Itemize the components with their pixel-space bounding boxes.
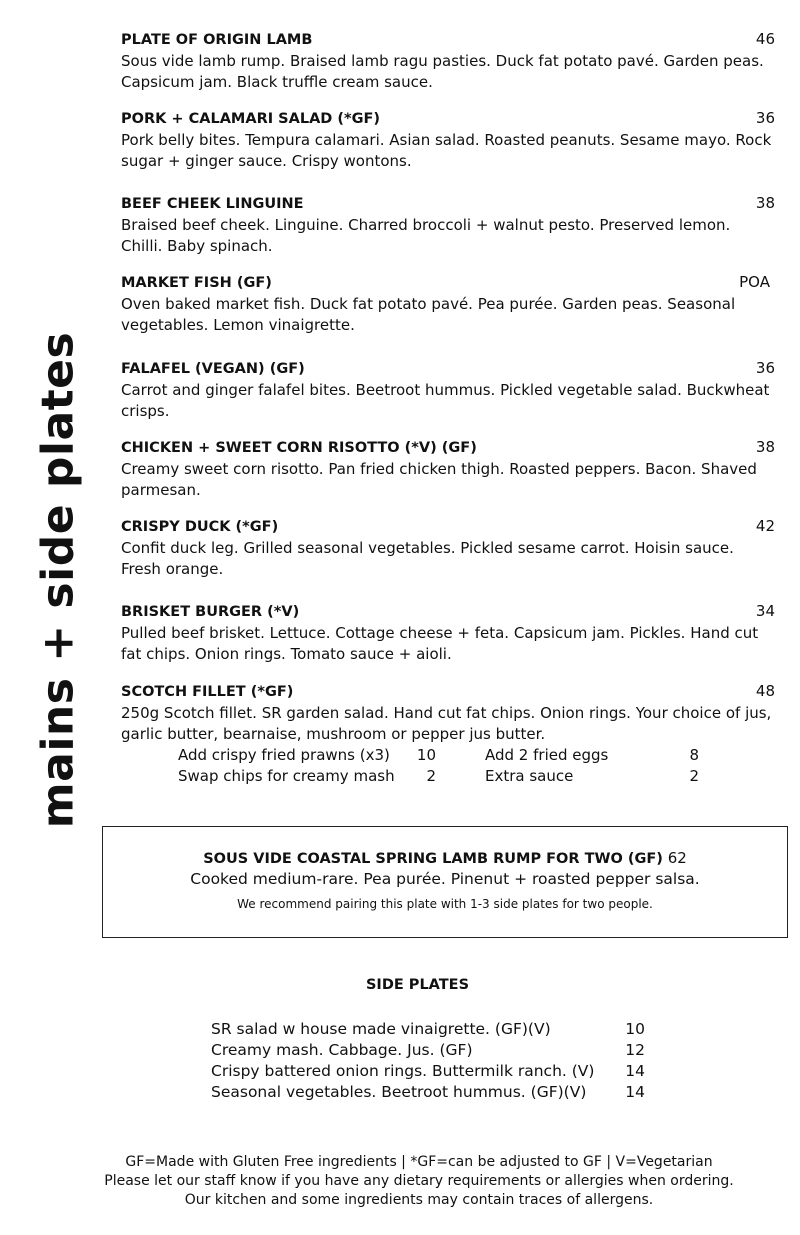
menu-item: [121, 682, 776, 745]
item-price: 36: [755, 109, 775, 127]
side-item: [211, 1061, 645, 1082]
section-title: mains + side plates: [32, 331, 84, 829]
item-price: 34: [755, 602, 775, 620]
feature-box: [102, 826, 788, 938]
item-description: 250g Scotch fillet. SR garden salad. Hand cut fat chips. Onion rings. Your choice of jus, garlic butter, bearnaise, mushroom or pepper jus butter.: [121, 704, 772, 743]
side-price: 12: [625, 1041, 645, 1059]
footer-line: Please let our staff know if you have any dietary requirements or allergies when ordering.: [104, 1173, 734, 1189]
item-name: CHICKEN + SWEET CORN RISOTTO (*V) (GF): [121, 440, 477, 456]
addon-label: Extra sauce: [485, 767, 574, 785]
side-price: 14: [625, 1083, 645, 1101]
item-name: PORK + CALAMARI SALAD (*GF): [121, 111, 381, 127]
side-plates-title: SIDE PLATES: [365, 977, 470, 993]
menu-item: [121, 517, 776, 580]
item-name: FALAFEL (VEGAN) (GF): [121, 361, 305, 377]
menu-item: [121, 273, 776, 336]
side-name: SR salad w house made vinaigrette. (GF)(V): [211, 1020, 551, 1038]
side-price: 14: [625, 1062, 645, 1080]
item-price: 48: [755, 682, 775, 700]
addon-item: [485, 745, 699, 766]
addon-item: [178, 766, 436, 787]
item-description: Carrot and ginger falafel bites. Beetroot hummus. Pickled vegetable salad. Buckwheat crisps.: [121, 381, 770, 420]
item-description: Oven baked market fish. Duck fat potato pavé. Pea purée. Garden peas. Seasonal vegetables. Lemon vinaigrette.: [121, 295, 736, 334]
addon-price: 2: [689, 767, 699, 785]
side-name: Seasonal vegetables. Beetroot hummus. (GF)(V): [211, 1083, 587, 1101]
item-description: Pork belly bites. Tempura calamari. Asian salad. Roasted peanuts. Sesame mayo. Rock sugar + ginger sauce. Crispy wontons.: [121, 131, 772, 170]
item-price: POA: [739, 273, 770, 291]
dietary-footer: [0, 1153, 800, 1210]
menu-item: [121, 194, 776, 257]
side-item: [211, 1082, 645, 1103]
addon-item: [485, 766, 699, 787]
item-price: 36: [755, 359, 775, 377]
feature-note: We recommend pairing this plate with 1-3 side plates for two people.: [237, 897, 653, 911]
addon-item: [178, 745, 436, 766]
item-price: 38: [755, 194, 775, 212]
addon-options: [178, 745, 699, 787]
item-name: BRISKET BURGER (*V): [121, 604, 300, 620]
addon-price: 8: [689, 746, 699, 764]
footer-line: GF=Made with Gluten Free ingredients | *GF=can be adjusted to GF | V=Vegetarian: [125, 1154, 713, 1170]
footer-line: Our kitchen and some ingredients may contain traces of allergens.: [184, 1192, 654, 1208]
side-plates-list: [211, 1019, 645, 1103]
side-item: [211, 1040, 645, 1061]
feature-heading: [103, 849, 787, 867]
item-name: MARKET FISH (GF): [121, 275, 272, 291]
menu-item: [121, 602, 776, 665]
side-price: 10: [625, 1020, 645, 1038]
side-name: Creamy mash. Cabbage. Jus. (GF): [211, 1041, 473, 1059]
item-price: 42: [755, 517, 775, 535]
addon-label: Add crispy fried prawns (x3): [178, 746, 390, 764]
item-name: BEEF CHEEK LINGUINE: [121, 196, 304, 212]
item-description: Pulled beef brisket. Lettuce. Cottage cheese + feta. Capsicum jam. Pickles. Hand cut fat chips. Onion rings. Tomato sauce + aioli.: [121, 624, 759, 663]
side-item: [211, 1019, 645, 1040]
item-name: PLATE OF ORIGIN LAMB: [121, 32, 313, 48]
menu-item: [121, 30, 776, 93]
menu-item: [121, 359, 776, 422]
addon-price: 2: [426, 767, 436, 785]
addon-price: 10: [416, 746, 436, 764]
item-description: Confit duck leg. Grilled seasonal vegetables. Pickled sesame carrot. Hoisin sauce. Fresh orange.: [121, 539, 734, 578]
item-description: Creamy sweet corn risotto. Pan fried chicken thigh. Roasted peppers. Bacon. Shaved parmesan.: [121, 460, 757, 499]
feature-price: 62: [667, 849, 687, 867]
menu-item: [121, 438, 776, 501]
feature-name: SOUS VIDE COASTAL SPRING LAMB RUMP FOR TWO (GF): [203, 851, 663, 867]
item-price: 38: [755, 438, 775, 456]
item-price: 46: [755, 30, 775, 48]
item-name: SCOTCH FILLET (*GF): [121, 684, 294, 700]
feature-description: Cooked medium-rare. Pea purée. Pinenut + roasted pepper salsa.: [190, 870, 700, 888]
addon-label: Add 2 fried eggs: [485, 746, 609, 764]
item-description: Braised beef cheek. Linguine. Charred broccoli + walnut pesto. Preserved lemon. Chilli. Baby spinach.: [121, 216, 731, 255]
menu-item: [121, 109, 776, 172]
item-description: Sous vide lamb rump. Braised lamb ragu pasties. Duck fat potato pavé. Garden peas. Capsicum jam. Black truffle cream sauce.: [121, 52, 764, 91]
side-name: Crispy battered onion rings. Buttermilk ranch. (V): [211, 1062, 595, 1080]
item-name: CRISPY DUCK (*GF): [121, 519, 279, 535]
addon-label: Swap chips for creamy mash: [178, 767, 395, 785]
